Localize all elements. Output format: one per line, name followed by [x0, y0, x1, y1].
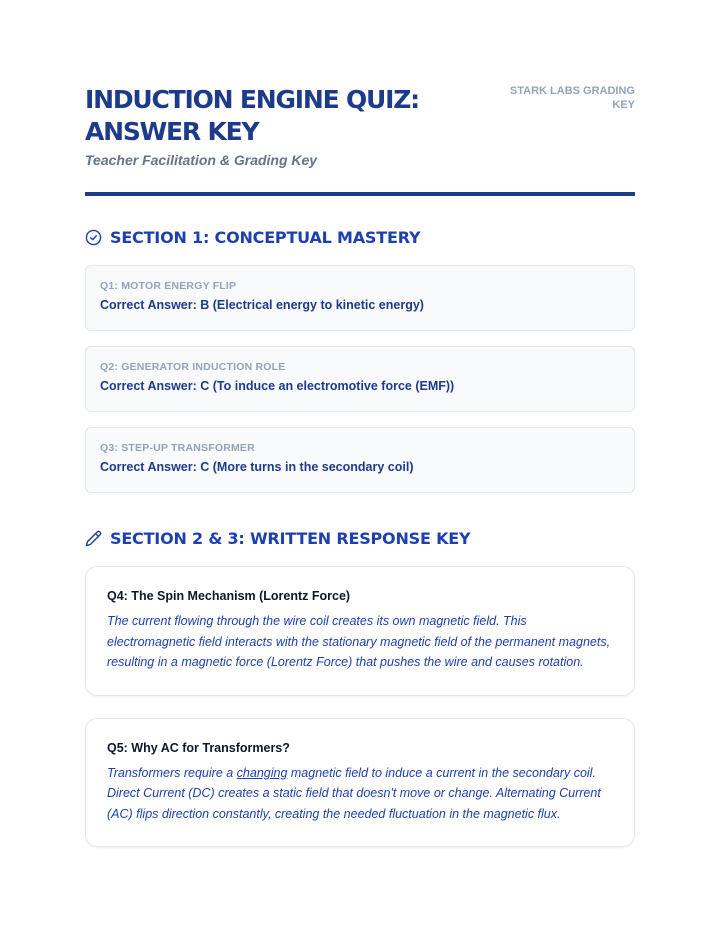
q4-card [85, 566, 635, 696]
q5-answer [107, 763, 613, 825]
page-subtitle: Teacher Facilitation & Grading Key [85, 152, 318, 168]
q3-answer: Correct Answer: C (More turns in the secondary coil) [100, 460, 414, 474]
q1-card [85, 265, 635, 331]
section-2-heading [85, 529, 635, 548]
check-circle-icon [85, 229, 102, 246]
q5-answer-end: magnetic field to induce a current in the secondary coil. Direct Current (DC) creates a static field that doesn't move or change. Alternating Current (AC) flips direction constantly, creating the needed fluctuation in the magnetic flux. [107, 765, 601, 821]
q3-label: Q3: STEP-UP TRANSFORMER [100, 442, 255, 454]
section-1-heading [85, 228, 635, 247]
q1-label: Q1: MOTOR ENERGY FLIP [100, 280, 237, 292]
brand-label: STARK LABS GRADING KEY [509, 85, 635, 111]
q5-card [85, 718, 635, 848]
answer-key-page [85, 84, 635, 847]
q5-answer-emphasis: changing [236, 765, 288, 780]
page-header [85, 84, 635, 192]
q2-answer: Correct Answer: C (To induce an electromotive force (EMF)) [100, 379, 455, 393]
section-2-title: SECTION 2 & 3: WRITTEN RESPONSE KEY [110, 529, 471, 548]
q5-answer-start: Transformers require a [107, 765, 237, 780]
section-1-title: SECTION 1: CONCEPTUAL MASTERY [110, 228, 421, 247]
q4-answer: The current flowing through the wire coil creates its own magnetic field. This electromagnetic field interacts with the stationary magnetic field of the permanent magnets, resulting in a magnetic force (Lorentz Force) that pushes the wire and causes rotation. [107, 614, 611, 669]
q1-answer: Correct Answer: B (Electrical energy to kinetic energy) [100, 298, 424, 312]
q2-label: Q2: GENERATOR INDUCTION ROLE [100, 361, 286, 373]
q3-card [85, 427, 635, 493]
q2-card [85, 346, 635, 412]
q5-question: Q5: Why AC for Transformers? [107, 740, 290, 755]
page-title: INDUCTION ENGINE QUIZ: ANSWER KEY [85, 85, 419, 146]
q4-question: Q4: The Spin Mechanism (Lorentz Force) [107, 589, 351, 603]
pencil-icon [85, 530, 102, 547]
header-divider [85, 192, 635, 196]
